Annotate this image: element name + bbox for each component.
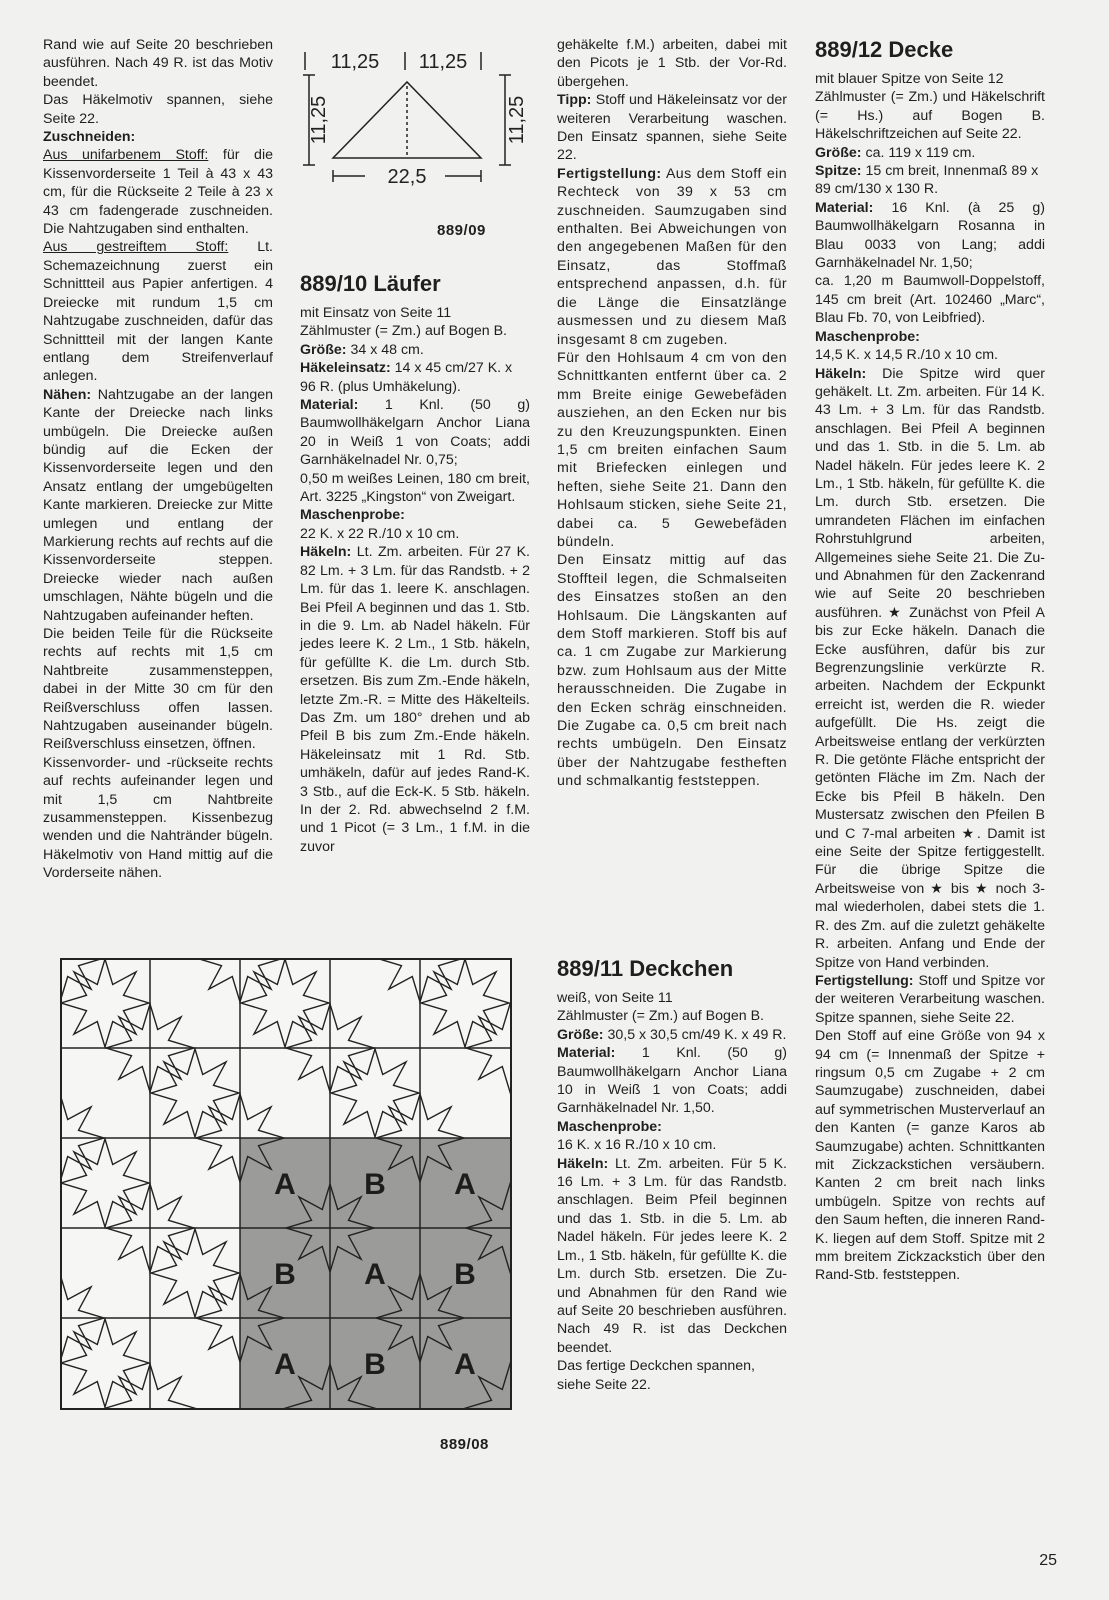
naehen-text: Nahtzugabe an der langen Kante der Dreiecke nach links umbügeln. Die Dreiecke außen bündig auf die Ecken der Kissenvorderseite legen und den Ansatz entlang der umgebügelten Kante markieren. Dreiecke zur Mitte umlegen und entlang der Markierung rechts auf rechts auf die Kissenvorderseite steppen. Dreiecke wieder nach außen umschlagen, Nähte bügeln und die Nahtzugaben aufeinander heften. xyxy=(43,386,273,624)
decke-haekeln: Die Spitze wird quer gehäkelt. Lt. Zm. arbeiten. Für 14 K. 43 Lm. + 3 Lm. für das Randstb. anschlagen. Bei Pfeil A beginnen und das 1. Stb. in die 5. Lm. ab Nadel häkeln. Für jedes leere K. 2 Lm., 1 Stb. häkeln, für gefüllte K. die Lm. durch Stb. ersetzen. Die umrandeten Flächen im einfachen Rohrstuhlgrund arbeiten, Allgemeines siehe Seite 21. Die Zu- und Abnahmen für den Zackenrand wie auf Seite 20 beschrieben ausführen. ★ Zunächst von Pfeil A bis zur Ecke häkeln. Danach die Ecke ausführen, dafür bis zur Begrenzungslinie verkürzte R. arbeiten. Nachdem der Eckpunkt erreicht ist, werden die R. wieder aufgefüllt. Die Hs. zeigt die Arbeitsweise entlang der verkürzten R. Die getönte Fläche entspricht der getönten Fläche im Zm. Nach der Ecke bis Pfeil B häkeln. Den Mustersatz zwischen den Pfeilen B und C 7-mal arbeiten ★. Damit ist eine Seite der Spitze fertiggestellt. Für die übrige Spitze die Arbeitsweise von ★ bis ★ noch 3-mal wiederholen, dabei stets die 1. R. des Zm. auf die zuletzt gehäkelte R. arbeiten. Anfang und Ende der Spitze von Hand verbinden. xyxy=(815,365,1045,971)
col3-continuation: gehäkelte f.M.) arbeiten, dabei mit den Picots je 1 Stb. der Vor-Rd. übergehen. xyxy=(557,37,787,90)
maschen-label: Maschenprobe: xyxy=(557,1118,662,1135)
laeufer-groesse: 34 x 48 cm. xyxy=(350,341,424,358)
grid-letter: A xyxy=(274,1348,296,1381)
material-label: Material: xyxy=(557,1045,616,1062)
grid-letter: B xyxy=(274,1258,296,1291)
grid-letter: B xyxy=(364,1168,386,1201)
grid-letter: B xyxy=(454,1258,476,1291)
haekeln-label: Häkeln: xyxy=(557,1155,609,1172)
uni-label: Aus unifarbenem Stoff: xyxy=(43,147,209,164)
spitze-label: Spitze: xyxy=(815,163,862,180)
fertig-label: Fertigstellung: xyxy=(557,165,662,182)
decke-spitze: 15 cm breit, Innenmaß 89 x 89 cm/130 x 130 R. xyxy=(815,163,1039,198)
dim-top-right: 11,25 xyxy=(418,51,468,73)
maschen-label: Maschenprobe: xyxy=(300,507,405,524)
page-number: 25 xyxy=(1039,1552,1057,1569)
dim-right: 11,25 xyxy=(506,95,528,145)
column-1 xyxy=(43,36,273,883)
streifen-text: Lt. Schemazeichnung zuerst ein Schnittteil aus Papier anfertigen. 4 Dreiecke mit rundum 1,5 cm Nahtzugabe zuschneiden, dafür das Schnittteil mit der langen Kante entlang dem Streifenverlauf anlegen. xyxy=(43,239,273,385)
streifen-label: Aus gestreiftem Stoff: xyxy=(43,239,229,256)
deckchen-subtitle: weiß, von Seite 11 xyxy=(557,990,673,1006)
groesse-label: Größe: xyxy=(815,144,862,161)
column-3 xyxy=(557,36,787,791)
fertig-label: Fertigstellung: xyxy=(815,972,914,989)
deckchen-maschen: 16 K. x 16 R./10 x 10 cm. xyxy=(557,1137,717,1154)
grid-letter: B xyxy=(364,1348,386,1381)
rueckseite-text: Die beiden Teile für die Rückseite rechts auf rechts mit 1,5 cm Nahtbreite zusammensteppen, dabei in der Mitte 30 cm für den Reißverschluss offen lassen. Nahtzugaben auseinander bügeln. Reißverschluss einsetzen, öffnen. xyxy=(43,626,273,753)
decke-groesse: ca. 119 x 119 cm. xyxy=(865,144,976,161)
laeufer-zm: Zählmuster (= Zm.) auf Bogen B. xyxy=(300,323,507,340)
laeufer-title: 889/10 Läufer xyxy=(300,271,441,296)
star-pattern-grid xyxy=(60,958,512,1410)
fertig-text: Aus dem Stoff ein Rechteck von 39 x 53 cm zuschneiden. Saumzugaben sind enthalten. Bei Abweichungen von den angegebenen Maßen für den Einsatz, das Stoffmaß entsprechend anpassen, d.h. für die Länge die Einsatzlänge ausmessen und zu diesem Maß insgesamt 8 cm zugeben. xyxy=(557,165,787,348)
deckchen-title: 889/11 Deckchen xyxy=(557,956,734,981)
decke-title: 889/12 Decke xyxy=(815,37,954,62)
einsatz-text: Den Einsatz mittig auf das Stoffteil legen, die Schmalseiten des Einsatzes stoßen an den Hohlsaum. Die Längskanten auf dem Stoff markieren. Stoff bis auf ca. 1 cm Zugabe zur Markierung bzw. zum Hohlsaum aus der Mitte herausschneiden. Die Zugabe in den Ecken schräg einschneiden. Die Zugabe ca. 0,5 cm breit nach rechts umbügeln. Den Einsatz über der Nahtzugabe festheften und schmalkantig feststeppen. xyxy=(557,552,787,790)
intro-text: Rand wie auf Seite 20 beschrieben ausführen. Nach 49 R. ist das Motiv beendet. xyxy=(43,37,273,90)
deckchen-haekeln: Lt. Zm. arbeiten. Für 5 K. 16 Lm. + 3 Lm. für das Randstb. anschlagen. Beim Pfeil beginnen und das 1. Stb. in die 5. Lm. ab Nadel häkeln. Für jedes leere K. 2 Lm., 1 Stb. häkeln, für gefüllte K. die Lm. durch Stb. ersetzen. Die Zu- und Abnahmen für den Rand wie auf Seite 20 beschrieben ausführen. Nach 49 R. ist das Deckchen beendet. xyxy=(557,1155,787,1356)
grid-tag: 889/08 xyxy=(440,1436,489,1453)
dim-left: 11,25 xyxy=(308,95,330,145)
material-label: Material: xyxy=(300,397,359,414)
zuschneiden-label: Zuschneiden: xyxy=(43,129,136,146)
maschen-label: Maschenprobe: xyxy=(815,328,920,345)
laeufer-einsatz: 14 x 45 cm/27 K. x 96 R. (plus Umhäkelung). xyxy=(300,360,513,395)
laeufer-subtitle: mit Einsatz von Seite 11 xyxy=(300,305,452,321)
decke-fertig: Stoff und Spitze vor der weiteren Verarbeitung waschen. Spitze spannen, siehe Seite 22. xyxy=(815,972,1045,1026)
uni-text: für die Kissenvorderseite 1 Teil à 43 x 43 cm, für die Rückseite 2 Teile à 23 x 43 cm fadengerade zuschneiden. Die Nahtzugaben sind enthalten. xyxy=(43,147,273,238)
triangle-schema xyxy=(295,40,528,200)
deckchen-spannen: Das fertige Deckchen spannen, siehe Seite 22. xyxy=(557,1358,755,1393)
spannen-text: Das Häkelmotiv spannen, siehe Seite 22. xyxy=(43,92,273,127)
column-2 xyxy=(300,270,530,856)
deckchen-material: 1 Knl. (50 g) Baumwollhäkelgarn Anchor Liana 10 in Weiß 1 von Coats; addi Garnhäkelnadel Nr. 1,50. xyxy=(557,1045,787,1117)
haekeln-label: Häkeln: xyxy=(815,365,867,382)
hohlsaum-text: Für den Hohlsaum 4 cm von den Schnittkanten entfernt über ca. 2 mm Breite einige Gewebefäden ausziehen, an den Ecken nur bis zu den Kreuzungspunkten. Einen 1,5 cm breiten einfachen Saum mit Briefecken einlegen und heften, siehe Seite 21. Dann den Hohlsaum sticken, siehe Seite 21, dabei ca. 5 Gewebefäden bündeln. xyxy=(557,349,787,550)
tipp-label: Tipp: xyxy=(557,92,592,109)
einsatz-label: Häkeleinsatz: xyxy=(300,360,391,377)
deckchen-section xyxy=(557,955,787,1394)
naehen-label: Nähen: xyxy=(43,386,92,403)
grid-letter: A xyxy=(274,1168,296,1201)
column-4 xyxy=(815,36,1045,1285)
laeufer-maschen: 22 K. x 22 R./10 x 10 cm. xyxy=(300,525,460,542)
grid-letter: A xyxy=(364,1258,386,1291)
laeufer-material2: 0,50 m weißes Leinen, 180 cm breit, Art. 3225 „Kingston“ von Zweigart. xyxy=(300,470,530,506)
decke-fertig2: Den Stoff auf eine Größe von 94 x 94 cm (= Innenmaß der Spitze + ringsum 0,5 cm Zugabe + 2 cm Saumzugabe) zuschneiden, dabei auf symmetrischen Musterverlauf an den Kanten (= ganze Karos ab Saumzugabe) achten. Schnittkanten mit Zickzackstichen versäubern. Kanten 2 cm breit nach links umbügeln. Spitze von rechts auf den Saum heften, die inneren Rand-K. liegen auf dem Stoff. Spitze mit 2 mm breitem Zickzackstich über den Rand-Stb. feststeppen. xyxy=(815,1028,1045,1284)
dim-top-left: 11,25 xyxy=(330,51,380,73)
kissen-text: Kissenvorder- und -rückseite rechts auf rechts aufeinander legen und mit 1,5 cm Nahtbreite zusammensteppen. Kissenbezug wenden und die Nahtränder bügeln. Häkelmotiv von Hand mittig auf die Vorderseite nähen. xyxy=(43,754,273,882)
haekeln-label: Häkeln: xyxy=(300,544,352,561)
groesse-label: Größe: xyxy=(557,1026,604,1043)
dim-bottom: 22,5 xyxy=(387,166,427,188)
grid-letter: A xyxy=(454,1348,476,1381)
grid-letter: A xyxy=(454,1168,476,1201)
decke-maschen: 14,5 K. x 14,5 R./10 x 10 cm. xyxy=(815,347,998,364)
laeufer-material: 1 Knl. (50 g) Baumwollhäkelgarn Anchor Liana 20 in Weiß 1 von Coats; addi Garnhäkelnadel Nr. 0,75; xyxy=(300,397,530,469)
tipp-text: Stoff und Häkeleinsatz vor der weiteren Verarbeitung waschen. Den Einsatz spannen, siehe Seite 22. xyxy=(557,92,787,164)
decke-material2: ca. 1,20 m Baumwoll-Doppelstoff, 145 cm breit (Art. 102460 „Marc“, Blau Fb. 70, von Leibfried). xyxy=(815,273,1045,327)
schema-tag: 889/09 xyxy=(437,222,486,239)
groesse-label: Größe: xyxy=(300,341,347,358)
material-label: Material: xyxy=(815,199,874,216)
deckchen-groesse: 30,5 x 30,5 cm/49 K. x 49 R. xyxy=(607,1026,787,1043)
decke-zm: Zählmuster (= Zm.) und Häkelschrift (= Hs.) auf Bogen B. Häkelschriftzeichen auf Seite 22. xyxy=(815,89,1045,143)
decke-material: 16 Knl. (à 25 g) Baumwollhäkelgarn Rosanna in Blau 0033 von Lang; addi Garnhäkelnadel Nr. 1,50; xyxy=(815,199,1045,272)
laeufer-haekeln: Lt. Zm. arbeiten. Für 27 K. 82 Lm. + 3 Lm. für das Randstb. + 2 Lm. für das 1. leere K. anschlagen. Bei Pfeil A beginnen und das 1. Stb. in die 9. Lm. ab Nadel häkeln. Für jedes leere K. 2 Lm., 1 Stb. häkeln, für gefüllte K. die Lm. durch Stb. ersetzen. Bis zum Zm.-Ende häkeln, letzte Zm.-R. = Mitte des Häkelteils. Das Zm. um 180° drehen und ab Pfeil B bis zum Zm.-Ende häkeln. Häkeleinsatz mit 1 Rd. Stb. umhäkeln, dafür auf jedes Rand-K. 3 Stb., auf die Eck-K. 5 Stb. häkeln. In der 2. Rd. abwechselnd 2 f.M. und 1 Picot (= 3 Lm., 1 f.M. in die zuvor xyxy=(300,544,530,855)
decke-subtitle: mit blauer Spitze von Seite 12 xyxy=(815,71,1004,87)
deckchen-zm: Zählmuster (= Zm.) auf Bogen B. xyxy=(557,1008,764,1025)
